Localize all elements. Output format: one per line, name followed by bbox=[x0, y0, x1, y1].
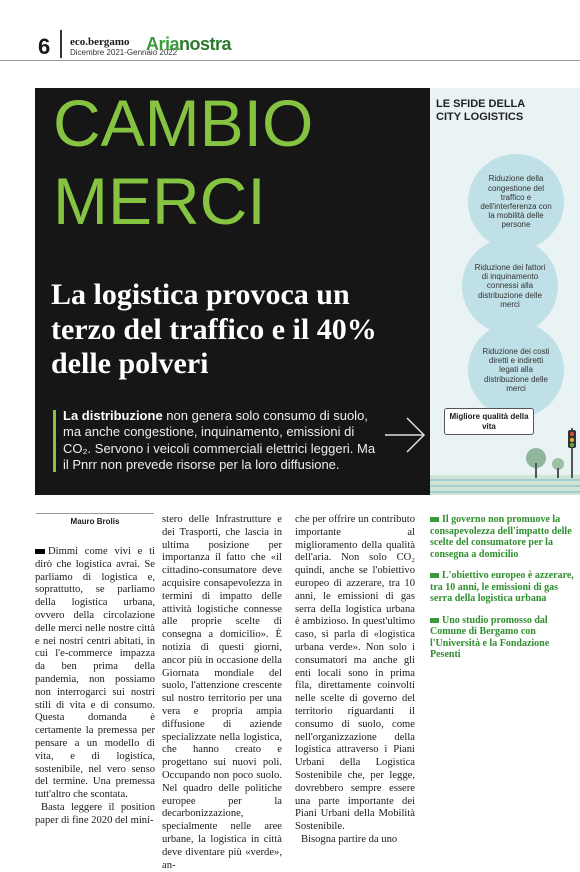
summary-accent-bar bbox=[53, 410, 56, 472]
paragraph: che per offrire un contributo importante al miglioramento della qualità dell'aria. Non solo CO₂ quindi, anche se l'obiettivo europeo di azzerare, tra 10 anni, le emissioni di gas serra della logistica urbana è ambizioso. In quest'ultimo caso, si parla di «logistica urbana verde». Non solo i consumatori ma anche gli enti locali sono in prima fila, direttamente coinvolti nelle scelte di governo del territorio riguardanti il consumo di suolo, come nell'organizzazione della logistica attraverso i Piani Urbani della Logistica Sostenibile che, per legge, dovrebbero sempre essere una parte importante dei Piani Urbani della Mobilità Sostenibile. bbox=[295, 514, 415, 833]
publication-name: eco.bergamo bbox=[70, 36, 130, 48]
header-rule bbox=[0, 60, 580, 61]
page-number: 6 bbox=[38, 34, 51, 59]
header-divider bbox=[60, 30, 62, 58]
challenge-circle: Riduzione dei costi diretti e indiretti legati alla distribuzione delle merci bbox=[468, 322, 564, 418]
arrow-right-icon bbox=[383, 415, 427, 455]
paragraph: Bisogna partire da uno bbox=[301, 833, 398, 845]
article-column-1: Dimmi come vivi e ti dirò che logistica avrai. Se parliamo di logistica e, soprattutto, se parliamo della logistica urbana, ovvero della circolazione delle merci nelle nostre città e nei nostri centri abitati, in cui l'e-commerce impazza da ben prima della pandemia, non possiamo non interrogarci sui nostri stili di vita e di consumo. Questa domanda è certamente la premessa per pensare a un modello di vita, e di logistica, sostenibile, nel vero senso del termine. Una premessa tutt'altro che scontata. Basta leggere il position paper di fine 2020 del mini- bbox=[35, 546, 156, 826]
paragraph-marker bbox=[35, 549, 45, 554]
headline: La logistica provoca un terzo del traffico e il 40% delle polveri bbox=[51, 278, 377, 380]
sidebar-title: LE SFIDE DELLA CITY LOGISTICS bbox=[436, 98, 525, 123]
summary: La distribuzione non genera solo consumo di suolo, ma anche congestione, inquinamento, emissioni di CO₂. Servono i veicoli commerciali elettrici leggeri. Ma il Pnrr non prevede risorse per la loro diffusione. bbox=[63, 408, 376, 472]
result-box: Migliore qualità della vita bbox=[444, 408, 534, 435]
highlights-column bbox=[430, 514, 575, 671]
challenge-circle: Riduzione della congestione del traffico e dell'interferenza con la mobilità delle persone bbox=[468, 154, 564, 250]
article-column-3 bbox=[295, 514, 415, 847]
kicker-line-1: CAMBIO bbox=[53, 86, 314, 160]
sidebar-infographic bbox=[430, 88, 580, 495]
city-landscape-illustration bbox=[430, 428, 580, 495]
highlight-quote: Uno studio promosso dal Comune di Bergamo con l'Università e la Fondazione Pesenti bbox=[430, 614, 550, 660]
issue-date: Dicembre 2021-Gennaio 2022 bbox=[70, 48, 178, 57]
section-title: Arianostra bbox=[146, 34, 232, 54]
highlight-quote: L'obiettivo europeo è azzerare, tra 10 anni, le emissioni di gas serra della logistica urbana bbox=[430, 570, 574, 604]
byline: Mauro Brolis bbox=[36, 513, 154, 526]
kicker-line-2: MERCI bbox=[53, 164, 266, 238]
page-header bbox=[0, 0, 580, 60]
hero-panel bbox=[35, 88, 430, 495]
highlight-quote: Il governo non promuove la consapevolezza dell'impatto delle scelte del consumatore per la consegna a domicilio bbox=[430, 514, 572, 560]
paragraph: stero delle Infrastrutture e dei Trasporti, che lascia in ultima posizione per importanza il fatto che «il cittadino-consumatore deve acquisire consapevolezza in termini di impatto delle attività logistiche connesse alle proprie scelte di consegna a domicilio». È notizia di questi giorni, ancor più in occasione della Giornata mondiale del suolo, l'attenzione crescente sul nostro territorio per una vera e propria ampia diffusione di aziende specializzate nella logistica, che hanno creato e progettano sui nuovi poli. Occupando non poco suolo. Nel quadro delle politiche europee per la decarbonizzazione, specialmente nelle aree urbane, la logistica in città deve diventare più «verde», an- bbox=[162, 514, 282, 871]
article-column-2 bbox=[162, 514, 282, 872]
paragraph: Basta leggere il position paper di fine 2020 del mini- bbox=[35, 801, 155, 826]
challenge-circle: Riduzione dei fattori di inquinamento connessi alla distribuzione delle merci bbox=[462, 238, 558, 334]
